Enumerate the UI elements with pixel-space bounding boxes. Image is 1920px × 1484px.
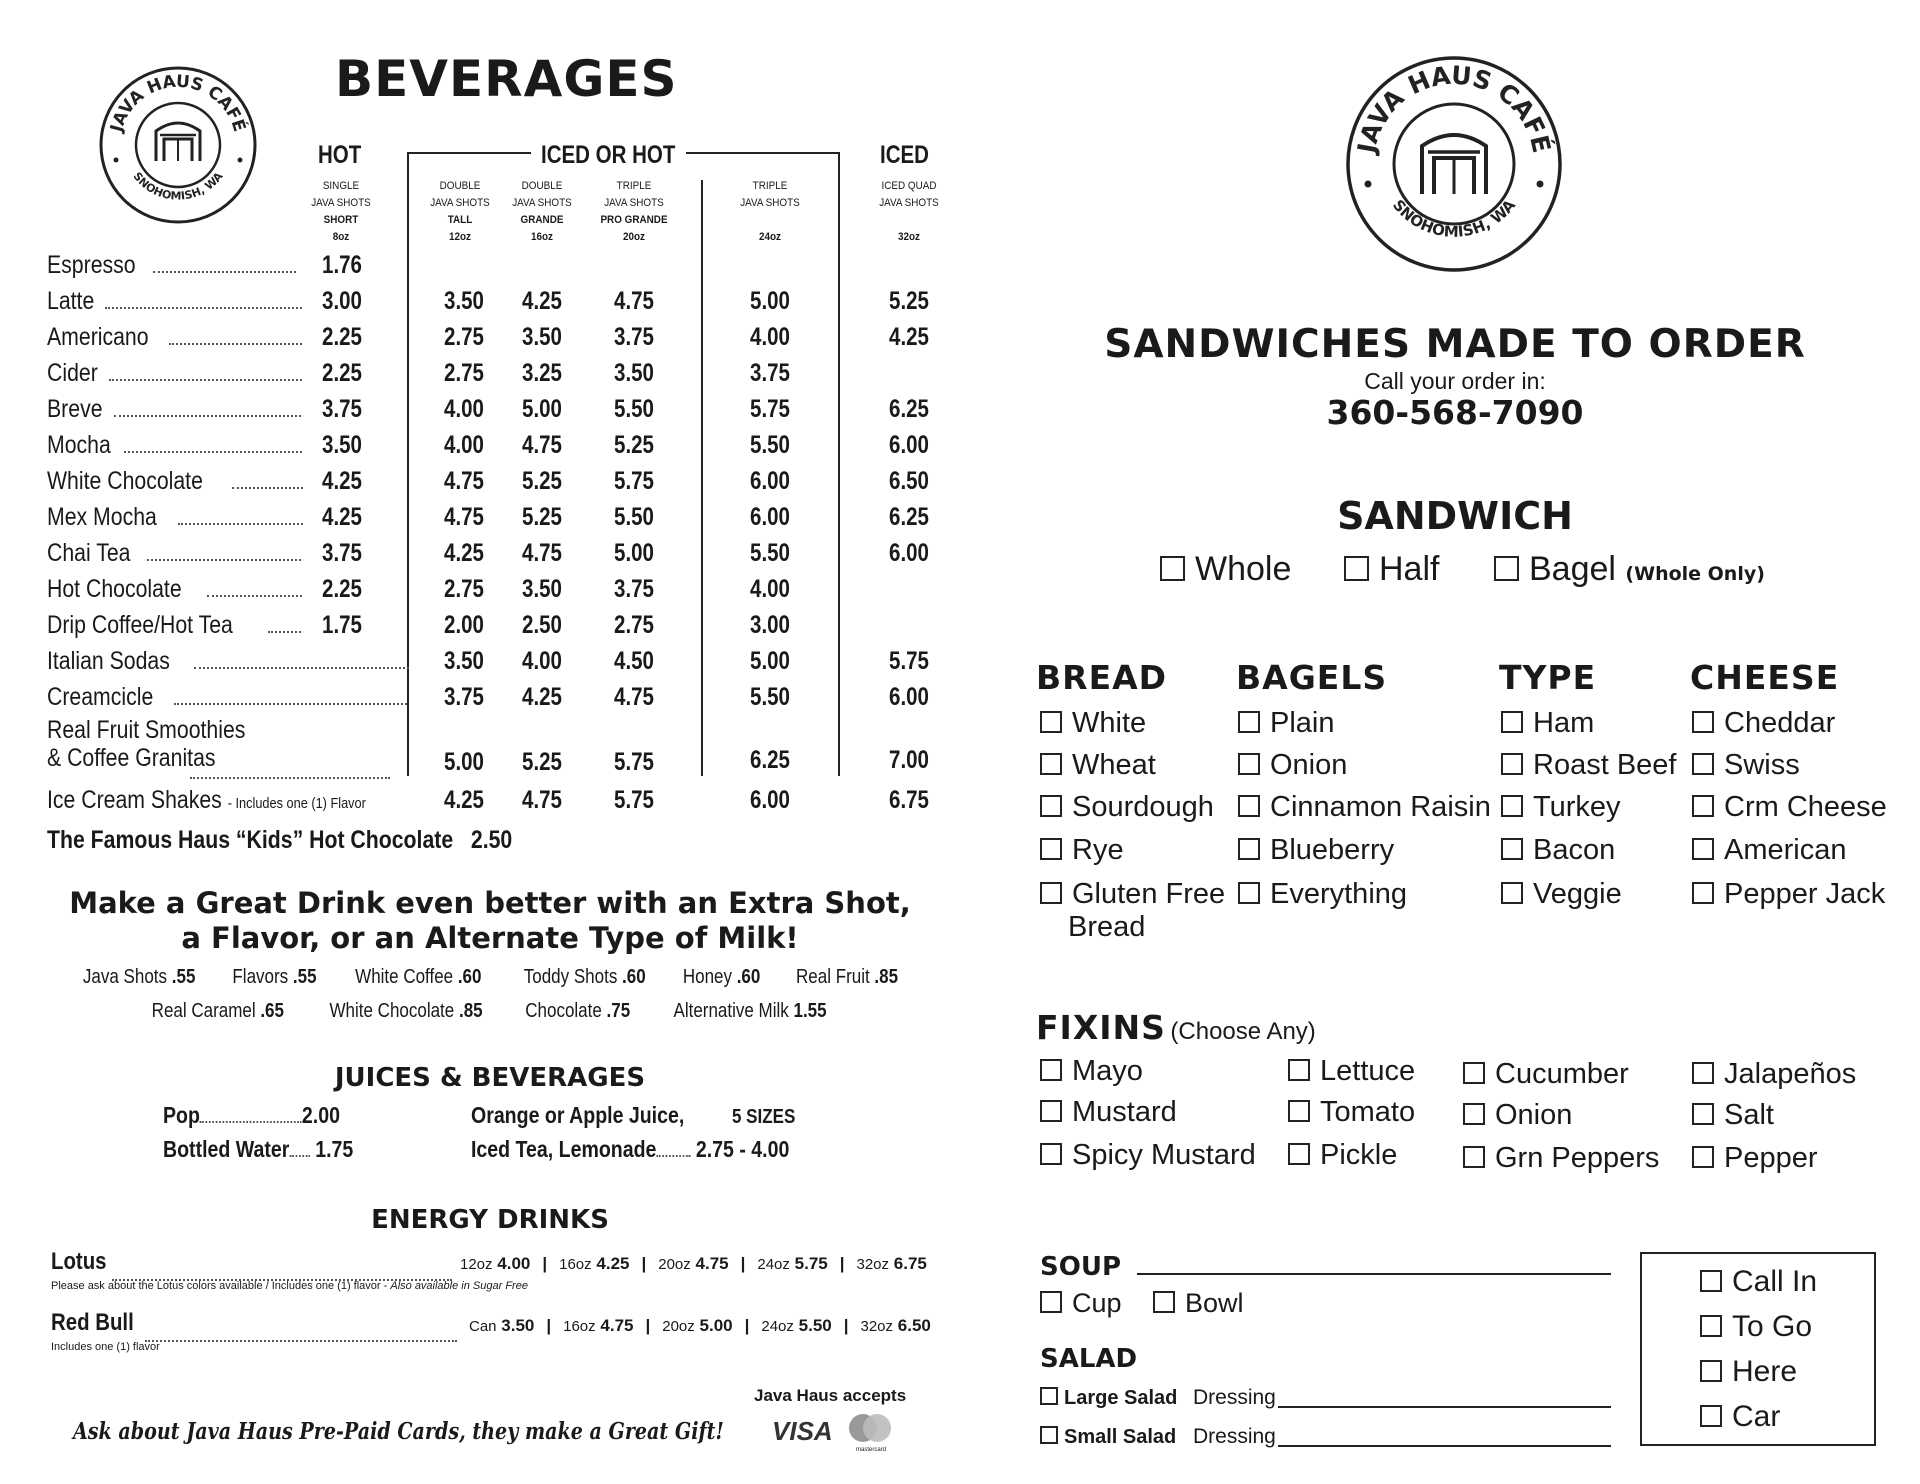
beverage-price: 2.75 [444,359,484,387]
checkbox-icon[interactable] [1040,1143,1062,1165]
kids-hot-chocolate: The Famous Haus “Kids” Hot Chocolate 2.50 [47,826,513,854]
checkbox-icon[interactable] [1692,753,1714,775]
shakes-price-grande: 4.75 [522,786,562,814]
beverage-price: 3.75 [614,575,654,603]
juice-item: Orange or Apple Juice, [471,1102,685,1128]
extra-item: Honey .60 [682,966,761,988]
logo-right-bottom-text: SNOHOMISH, WA [1389,196,1519,241]
tea-item: Iced Tea, Lemonade 2.75 - 4.00 [471,1136,790,1162]
beverage-price: 2.00 [444,611,484,639]
checkbox-icon[interactable] [1501,838,1523,860]
fixin-option[interactable]: Mayo [1040,1055,1143,1088]
beverage-price: 6.25 [889,503,929,531]
checkbox-icon[interactable] [1692,1103,1714,1125]
beverage-price: 1.75 [322,611,362,639]
checkbox-icon[interactable] [1040,711,1062,733]
beverage-price: 5.75 [889,647,929,675]
salad-large-dressing-label: Dressing [1193,1386,1276,1409]
checkbox-icon[interactable] [1463,1062,1485,1084]
extra-item: White Coffee .60 [355,966,482,988]
type-title: TYPE [1499,658,1597,697]
checkbox-icon[interactable] [1238,882,1260,904]
beverage-price: 5.50 [750,683,790,711]
fixin-option[interactable]: Salt [1692,1099,1774,1132]
bread-option[interactable]: Wheat [1040,749,1156,782]
beverage-price: 4.75 [522,539,562,567]
header-hot: HOT [318,141,362,169]
fixin-option[interactable]: Spicy Mustard [1040,1139,1256,1172]
beverage-price: 6.50 [889,467,929,495]
bread-option[interactable]: Gluten Free [1040,878,1225,911]
service-option[interactable]: Call In [1700,1265,1817,1299]
beverage-price: 4.75 [614,287,654,315]
beverage-name: Breve [47,395,103,423]
beverage-price: 4.25 [522,683,562,711]
cheese-option[interactable]: Pepper Jack [1692,878,1885,911]
salad-large[interactable]: Large Salad [1040,1387,1177,1410]
size-col-32oz: ICED QUAD JAVA SHOTS 32oz [879,180,939,243]
checkbox-icon[interactable] [1463,1103,1485,1125]
size-col-grande: DOUBLE JAVA SHOTS GRANDE 16oz [512,180,572,243]
beverage-price: 3.50 [444,647,484,675]
beverage-price: 1.76 [322,251,362,279]
beverage-price: 5.50 [750,539,790,567]
mastercard-logo [846,1412,896,1452]
beverage-price: 5.50 [614,395,654,423]
beverage-price: 4.00 [444,431,484,459]
type-option[interactable]: Bacon [1501,834,1615,867]
beverage-price: 2.75 [444,575,484,603]
bagels-title: BAGELS [1236,658,1388,697]
beverage-row [47,610,303,640]
checkbox-icon[interactable] [1040,882,1062,904]
salad-small-dressing-line[interactable] [1278,1445,1611,1447]
energy-size: 24oz 5.50 [761,1316,832,1335]
energy-title: ENERGY DRINKS [371,1205,609,1235]
beverage-price: 5.75 [614,467,654,495]
beverage-price: 5.25 [889,287,929,315]
fixin-option[interactable]: Pepper [1692,1142,1818,1175]
redbull-note: Includes one (1) flavor [51,1341,160,1353]
logo-right-top-text: JAVA HAUS CAFÉ [1351,60,1557,156]
checkbox-icon[interactable] [1700,1270,1722,1292]
beverage-price: 4.25 [444,539,484,567]
beverage-price: 6.00 [750,503,790,531]
lotus-note: Please ask about the Lotus colors available / Includes one (1) flavor - Also available in Sugar Free [51,1280,528,1292]
beverages-title: BEVERAGES [335,50,678,108]
beverage-price: 5.50 [750,431,790,459]
type-option[interactable]: Ham [1501,707,1594,740]
checkbox-icon[interactable] [1501,753,1523,775]
logo-top-text: JAVA HAUS CAFÉ [106,71,250,135]
redbull-sizes: Can 3.50 | 16oz 4.75 | 20oz 5.00 | 24oz 5.50 | 32oz 6.50 [469,1316,931,1335]
beverage-price: 4.25 [322,503,362,531]
fixin-option[interactable]: Lettuce [1288,1055,1415,1088]
service-option[interactable]: To Go [1700,1310,1812,1344]
size-col-24oz: TRIPLE JAVA SHOTS 24oz [740,180,800,243]
order-title: SANDWICHES MADE TO ORDER [1104,322,1806,367]
size-half[interactable]: Half [1344,550,1439,589]
beverage-price: 4.25 [889,323,929,351]
energy-size: 32oz 6.50 [860,1316,931,1335]
beverage-price: 2.50 [522,611,562,639]
energy-size: 20oz 4.75 [658,1254,729,1273]
pop-item: Pop 2.00 [163,1102,340,1128]
checkbox-icon[interactable] [1040,795,1062,817]
checkbox-icon[interactable] [1692,795,1714,817]
bagels-option[interactable]: Plain [1238,707,1335,740]
beverage-price: 3.75 [444,683,484,711]
beverage-price: 5.75 [750,395,790,423]
extras-heading: Make a Great Drink even better with an Extra Shot, a Flavor, or an Alternate Type of Milk! [69,886,911,955]
checkbox-icon[interactable] [1692,838,1714,860]
beverage-price: 5.00 [614,539,654,567]
beverage-row [47,430,303,460]
beverage-price: 5.25 [522,503,562,531]
cheese-title: CHEESE [1690,658,1840,697]
beverage-price: 4.00 [522,647,562,675]
beverage-price: 3.50 [522,323,562,351]
smoothies-price-grande: 5.25 [522,748,562,776]
extras-row-1 [60,966,920,989]
cheese-option[interactable]: Cheddar [1692,707,1835,740]
beverage-price: 3.00 [322,287,362,315]
beverage-name: Drip Coffee/Hot Tea [47,611,233,639]
checkbox-icon[interactable] [1238,838,1260,860]
juices-title: JUICES & BEVERAGES [334,1063,646,1093]
extra-item: Real Caramel .65 [152,1000,285,1022]
checkbox-icon[interactable] [1692,711,1714,733]
beverage-price: 4.25 [322,467,362,495]
fixins-header: FIXINS (Choose Any) [1036,1008,1316,1047]
beverage-price: 3.75 [750,359,790,387]
beverage-name: Mocha [47,431,111,459]
checkbox-icon[interactable] [1692,1062,1714,1084]
beverage-row [47,574,303,604]
beverage-row [47,322,303,352]
bracket-line-right [686,152,839,154]
beverage-price: 4.00 [750,323,790,351]
checkbox-icon[interactable] [1700,1405,1722,1427]
fixin-option[interactable]: Jalapeños [1692,1058,1856,1091]
beverage-price: 3.75 [614,323,654,351]
energy-size: 20oz 5.00 [662,1316,733,1335]
beverage-price: 4.25 [522,287,562,315]
header-iced-or-hot: ICED OR HOT [541,141,676,169]
beverage-price: 4.50 [614,647,654,675]
energy-size: 24oz 5.75 [757,1254,828,1273]
beverage-row [47,250,303,280]
beverage-price: 6.00 [889,431,929,459]
size-whole[interactable]: Whole [1160,550,1291,589]
checkbox-icon[interactable] [1040,1059,1062,1081]
lotus-name: Lotus [51,1248,107,1275]
type-option[interactable]: Turkey [1501,791,1621,824]
beverage-price: 5.50 [614,503,654,531]
beverage-price: 6.00 [889,539,929,567]
beverage-name: Latte [47,287,95,315]
beverage-price: 4.75 [444,467,484,495]
service-option[interactable]: Car [1700,1400,1780,1434]
smoothies-item: Real Fruit Smoothies & Coffee Granitas [47,716,246,772]
redbull-name: Red Bull [51,1309,134,1336]
beverage-price: 3.75 [322,539,362,567]
water-item: Bottled Water 1.75 [163,1136,354,1162]
checkbox-icon[interactable] [1501,711,1523,733]
energy-size: Can 3.50 [469,1316,535,1335]
bagels-option[interactable]: Everything [1238,878,1407,911]
beverage-price: 6.25 [889,395,929,423]
bread-option[interactable]: Rye [1040,834,1124,867]
beverage-name: Italian Sodas [47,647,170,675]
checkbox-icon[interactable] [1501,795,1523,817]
shakes-price-tall: 4.25 [444,786,484,814]
checkbox-icon[interactable] [1288,1100,1310,1122]
beverage-price: 4.75 [444,503,484,531]
checkbox-icon[interactable] [1700,1360,1722,1382]
bagels-option[interactable]: Cinnamon Raisin [1238,791,1491,824]
divider-2 [701,180,703,776]
redbull-dots [145,1329,457,1347]
bagels-option[interactable]: Blueberry [1238,834,1394,867]
beverage-price: 2.25 [322,323,362,351]
extra-item: Java Shots .55 [82,966,196,988]
beverage-price: 5.25 [522,467,562,495]
header-iced: ICED [880,141,929,169]
beverage-price: 5.00 [522,395,562,423]
shakes-price-24oz: 6.00 [750,786,790,814]
checkbox-icon[interactable] [1463,1146,1485,1168]
checkbox-icon[interactable] [1238,795,1260,817]
beverage-name: Chai Tea [47,539,131,567]
fixin-option[interactable]: Onion [1463,1099,1572,1132]
shakes-item: Ice Cream Shakes - Includes one (1) Flavor [47,786,366,814]
checkbox-icon[interactable] [1692,1146,1714,1168]
divider-3 [838,152,840,776]
energy-size: 32oz 6.75 [856,1254,927,1273]
energy-size: 16oz 4.25 [559,1254,630,1273]
bracket-line-left [407,152,531,154]
cheese-option[interactable]: Swiss [1692,749,1800,782]
beverage-price: 5.00 [750,647,790,675]
beverage-row [47,358,303,388]
bread-title: BREAD [1036,658,1168,697]
prepaid-note: Ask about Java Haus Pre-Paid Cards, they make a Great Gift! [73,1418,724,1445]
beverage-row [47,538,303,568]
extra-item: Real Fruit .85 [796,966,899,988]
beverage-price: 2.75 [614,611,654,639]
size-col-short: SINGLE JAVA SHOTS SHORT 8oz [311,180,371,243]
beverage-price: 3.50 [444,287,484,315]
beverage-price: 3.75 [322,395,362,423]
beverage-price: 4.75 [614,683,654,711]
smoothies-price-tall: 5.00 [444,748,484,776]
fixin-option[interactable]: Pickle [1288,1139,1397,1172]
beverage-price: 5.25 [614,431,654,459]
fixin-option[interactable]: Mustard [1040,1096,1177,1129]
salad-large-dressing-line[interactable] [1278,1406,1611,1408]
beverage-row [47,682,417,712]
bread-extra-label: Bread [1068,911,1146,943]
service-option[interactable]: Here [1700,1355,1797,1389]
beverage-price: 3.50 [522,575,562,603]
salad-title: SALAD [1040,1344,1138,1374]
checkbox-icon[interactable] [1501,882,1523,904]
phone-number: 360-568-7090 [1326,393,1584,432]
beverage-row [47,394,303,424]
extras-row-2 [60,1000,920,1023]
extra-item: Alternative Milk 1.55 [673,1000,827,1022]
beverage-row [47,502,303,532]
beverage-name: Americano [47,323,149,351]
checkbox-icon[interactable] [1040,1100,1062,1122]
soup-bowl[interactable]: Bowl [1153,1288,1244,1319]
beverage-name: Creamcicle [47,683,154,711]
soup-title: SOUP [1040,1252,1121,1282]
cheese-option[interactable]: American [1692,834,1847,867]
smoothies-price-pro-grande: 5.75 [614,748,654,776]
beverage-price: 2.75 [444,323,484,351]
bagels-option[interactable]: Onion [1238,749,1347,782]
sandwich-title: SANDWICH [1337,494,1573,538]
beverage-name: Mex Mocha [47,503,157,531]
soup-cup[interactable]: Cup [1040,1288,1122,1319]
beverage-price: 3.00 [750,611,790,639]
bread-option[interactable]: Sourdough [1040,791,1214,824]
soup-line [1137,1273,1611,1275]
beverage-price: 4.00 [750,575,790,603]
type-option[interactable]: Veggie [1501,878,1622,911]
checkbox-icon[interactable] [1238,753,1260,775]
extra-item: Chocolate .75 [525,1000,631,1022]
type-option[interactable]: Roast Beef [1501,749,1676,782]
lotus-sizes: 12oz 4.00 | 16oz 4.25 | 20oz 4.75 | 24oz 5.75 | 32oz 6.75 [460,1254,927,1273]
svg-text:JAVA HAUS CAFÉ [1351,61,1556,158]
bread-option[interactable]: White [1040,707,1146,740]
checkbox-icon[interactable] [1040,753,1062,775]
beverage-price: 6.00 [889,683,929,711]
accepts-label: Java Haus accepts [754,1386,907,1405]
visa-logo: VISA [772,1416,833,1446]
fixin-option[interactable]: Cucumber [1463,1058,1629,1091]
shakes-price-pro-grande: 5.75 [614,786,654,814]
beverage-price: 2.25 [322,575,362,603]
extra-item: White Chocolate .85 [329,1000,483,1022]
size-col-pro-grande: TRIPLE JAVA SHOTS PRO GRANDE 20oz [600,180,668,243]
beverage-row [47,646,417,676]
fixin-option[interactable]: Grn Peppers [1463,1142,1659,1175]
checkbox-icon[interactable] [1700,1315,1722,1337]
cheese-option[interactable]: Crm Cheese [1692,791,1887,824]
smoothies-price-24oz: 6.25 [750,746,790,774]
shakes-price-32oz: 6.75 [889,786,929,814]
call-label: Call your order in: [1364,368,1546,394]
beverage-price: 5.00 [750,287,790,315]
energy-size: 16oz 4.75 [563,1316,634,1335]
checkbox-icon[interactable] [1238,711,1260,733]
checkbox-icon[interactable] [1040,838,1062,860]
sizes-note: 5 SIZES [732,1106,796,1128]
beverage-price: 3.50 [322,431,362,459]
checkbox-icon[interactable] [1692,882,1714,904]
beverage-price: 4.75 [522,431,562,459]
beverage-row [47,286,303,316]
smoothies-price-32oz: 7.00 [889,746,929,774]
checkbox-icon[interactable] [1288,1143,1310,1165]
beverage-name: Hot Chocolate [47,575,182,603]
beverage-row [47,466,303,496]
energy-size: 12oz 4.00 [460,1254,531,1273]
salad-small[interactable]: Small Salad [1040,1426,1176,1449]
size-col-tall: DOUBLE JAVA SHOTS TALL 12oz [430,180,490,243]
beverage-price: 3.50 [614,359,654,387]
beverage-price: 2.25 [322,359,362,387]
beverage-name: Cider [47,359,98,387]
extra-item: Flavors .55 [232,966,317,988]
mastercard-text: mastercard [855,1447,886,1453]
logo-left [98,65,258,225]
beverage-price: 6.00 [750,467,790,495]
size-bagel[interactable]: Bagel (Whole Only) [1494,550,1765,589]
logo-bottom-text: SNOHOMISH, WA [130,169,226,203]
fixin-option[interactable]: Tomato [1288,1096,1415,1129]
beverage-name: White Chocolate [47,467,203,495]
extra-item: Toddy Shots .60 [523,966,646,988]
checkbox-icon[interactable] [1288,1059,1310,1081]
salad-small-dressing-label: Dressing [1193,1425,1276,1448]
beverage-price: 3.25 [522,359,562,387]
beverage-name: Espresso [47,251,136,279]
logo-right [1344,54,1564,274]
beverage-price: 4.00 [444,395,484,423]
